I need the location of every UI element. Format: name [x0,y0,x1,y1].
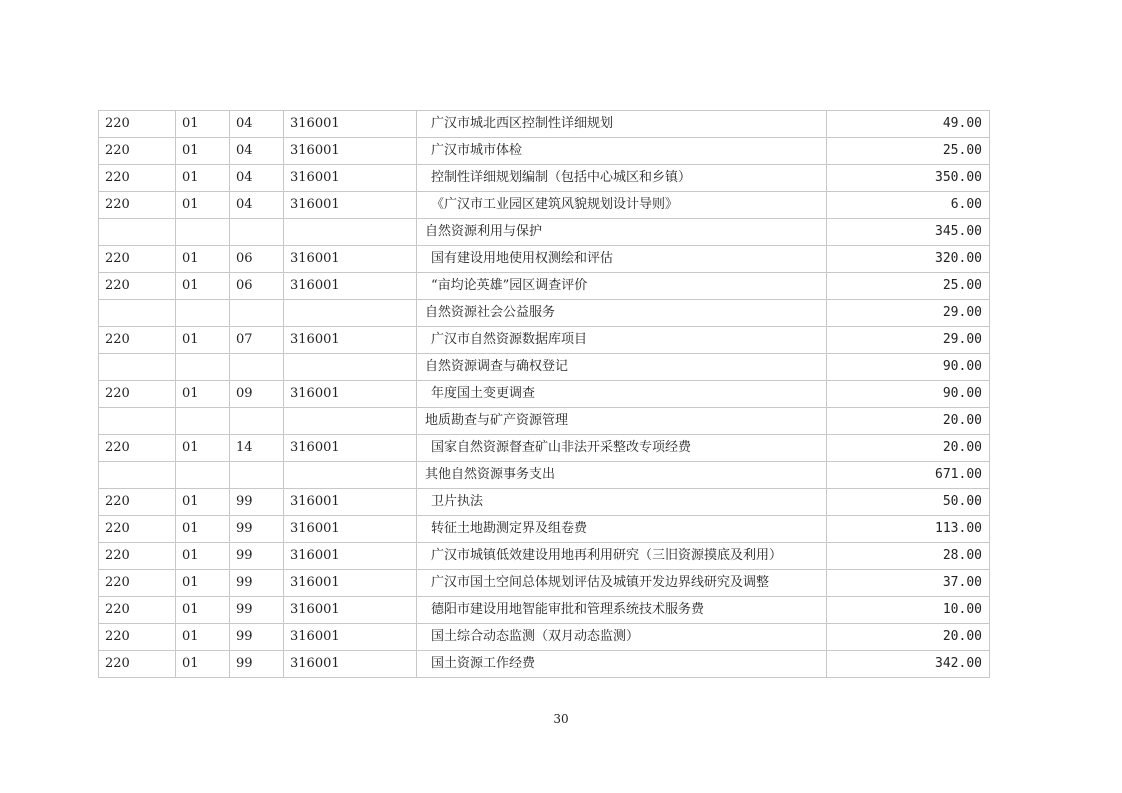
unit-code-cell: 316001 [284,597,417,624]
table-row [99,138,990,165]
table-row [99,381,990,408]
class-code-cell: 220 [99,435,176,462]
amount-cell: 10.00 [827,597,990,624]
item-code-cell [230,300,284,327]
table-row [99,651,990,678]
amount-cell: 25.00 [827,273,990,300]
table-row [99,516,990,543]
class-code-cell [99,219,176,246]
amount-cell: 6.00 [827,192,990,219]
budget-table-body [99,111,990,678]
unit-code-cell: 316001 [284,435,417,462]
class-code-cell: 220 [99,246,176,273]
unit-code-cell: 316001 [284,570,417,597]
unit-code-cell: 316001 [284,111,417,138]
item-code-cell: 04 [230,165,284,192]
unit-code-cell: 316001 [284,489,417,516]
class-code-cell [99,354,176,381]
item-code-cell: 99 [230,570,284,597]
class-code-cell: 220 [99,327,176,354]
item-code-cell: 06 [230,246,284,273]
item-code-cell: 04 [230,138,284,165]
section-code-cell: 01 [176,489,230,516]
project-name-cell: 自然资源社会公益服务 [417,300,827,327]
item-code-cell: 99 [230,597,284,624]
item-code-cell: 99 [230,489,284,516]
section-code-cell: 01 [176,543,230,570]
section-code-cell: 01 [176,381,230,408]
project-name-cell: 地质勘查与矿产资源管理 [417,408,827,435]
section-code-cell: 01 [176,597,230,624]
table-row [99,570,990,597]
section-code-cell: 01 [176,327,230,354]
table-row [99,246,990,273]
amount-cell: 342.00 [827,651,990,678]
amount-cell: 37.00 [827,570,990,597]
class-code-cell: 220 [99,570,176,597]
amount-cell: 113.00 [827,516,990,543]
section-code-cell: 01 [176,111,230,138]
item-code-cell [230,462,284,489]
amount-cell: 350.00 [827,165,990,192]
section-code-cell [176,219,230,246]
project-name-cell: 《广汉市工业园区建筑风貌规划设计导则》 [417,192,827,219]
table-row [99,624,990,651]
class-code-cell [99,462,176,489]
unit-code-cell: 316001 [284,651,417,678]
table-row [99,354,990,381]
amount-cell: 28.00 [827,543,990,570]
unit-code-cell [284,354,417,381]
project-name-cell: 自然资源利用与保护 [417,219,827,246]
class-code-cell: 220 [99,192,176,219]
amount-cell: 20.00 [827,624,990,651]
class-code-cell: 220 [99,489,176,516]
class-code-cell: 220 [99,381,176,408]
class-code-cell: 220 [99,165,176,192]
unit-code-cell: 316001 [284,381,417,408]
project-name-cell: 广汉市城镇低效建设用地再利用研究（三旧资源摸底及利用） [417,543,827,570]
class-code-cell: 220 [99,651,176,678]
table-row [99,543,990,570]
project-name-cell: 广汉市国土空间总体规划评估及城镇开发边界线研究及调整 [417,570,827,597]
item-code-cell: 99 [230,516,284,543]
project-name-cell: 广汉市城市体检 [417,138,827,165]
amount-cell: 20.00 [827,408,990,435]
project-name-cell: 控制性详细规划编制（包括中心城区和乡镇） [417,165,827,192]
section-code-cell [176,408,230,435]
table-row [99,300,990,327]
amount-cell: 345.00 [827,219,990,246]
unit-code-cell: 316001 [284,327,417,354]
project-name-cell: 转征土地勘测定界及组卷费 [417,516,827,543]
table-row [99,489,990,516]
table-row [99,111,990,138]
table-row [99,462,990,489]
class-code-cell [99,300,176,327]
project-name-cell: 广汉市自然资源数据库项目 [417,327,827,354]
unit-code-cell [284,219,417,246]
item-code-cell [230,408,284,435]
amount-cell: 90.00 [827,381,990,408]
section-code-cell: 01 [176,192,230,219]
table-row [99,327,990,354]
item-code-cell: 99 [230,651,284,678]
class-code-cell: 220 [99,138,176,165]
amount-cell: 671.00 [827,462,990,489]
section-code-cell: 01 [176,651,230,678]
item-code-cell: 06 [230,273,284,300]
unit-code-cell: 316001 [284,543,417,570]
item-code-cell: 09 [230,381,284,408]
section-code-cell: 01 [176,273,230,300]
project-name-cell: 自然资源调查与确权登记 [417,354,827,381]
unit-code-cell: 316001 [284,138,417,165]
class-code-cell: 220 [99,111,176,138]
unit-code-cell: 316001 [284,165,417,192]
item-code-cell: 04 [230,111,284,138]
class-code-cell [99,408,176,435]
unit-code-cell: 316001 [284,516,417,543]
amount-cell: 49.00 [827,111,990,138]
unit-code-cell: 316001 [284,192,417,219]
table-row [99,408,990,435]
project-name-cell: 卫片执法 [417,489,827,516]
project-name-cell: 国有建设用地使用权测绘和评估 [417,246,827,273]
amount-cell: 90.00 [827,354,990,381]
section-code-cell: 01 [176,435,230,462]
amount-cell: 29.00 [827,327,990,354]
budget-table [98,110,990,678]
class-code-cell: 220 [99,273,176,300]
section-code-cell: 01 [176,624,230,651]
table-row [99,219,990,246]
amount-cell: 25.00 [827,138,990,165]
section-code-cell: 01 [176,138,230,165]
item-code-cell: 14 [230,435,284,462]
project-name-cell: 德阳市建设用地智能审批和管理系统技术服务费 [417,597,827,624]
project-name-cell: “亩均论英雄”园区调查评价 [417,273,827,300]
item-code-cell: 99 [230,624,284,651]
project-name-cell: 国土资源工作经费 [417,651,827,678]
item-code-cell [230,219,284,246]
unit-code-cell: 316001 [284,624,417,651]
section-code-cell [176,462,230,489]
section-code-cell: 01 [176,165,230,192]
unit-code-cell [284,300,417,327]
unit-code-cell: 316001 [284,246,417,273]
project-name-cell: 年度国土变更调查 [417,381,827,408]
unit-code-cell [284,462,417,489]
class-code-cell: 220 [99,624,176,651]
section-code-cell: 01 [176,516,230,543]
amount-cell: 50.00 [827,489,990,516]
project-name-cell: 国土综合动态监测（双月动态监测） [417,624,827,651]
project-name-cell: 国家自然资源督查矿山非法开采整改专项经费 [417,435,827,462]
item-code-cell: 99 [230,543,284,570]
project-name-cell: 其他自然资源事务支出 [417,462,827,489]
section-code-cell: 01 [176,246,230,273]
amount-cell: 29.00 [827,300,990,327]
unit-code-cell: 316001 [284,273,417,300]
table-row [99,435,990,462]
class-code-cell: 220 [99,516,176,543]
item-code-cell: 04 [230,192,284,219]
table-row [99,165,990,192]
table-row [99,192,990,219]
amount-cell: 320.00 [827,246,990,273]
amount-cell: 20.00 [827,435,990,462]
item-code-cell [230,354,284,381]
section-code-cell [176,300,230,327]
page-number: 30 [553,712,569,726]
unit-code-cell [284,408,417,435]
section-code-cell: 01 [176,570,230,597]
class-code-cell: 220 [99,543,176,570]
class-code-cell: 220 [99,597,176,624]
table-row [99,273,990,300]
project-name-cell: 广汉市城北西区控制性详细规划 [417,111,827,138]
item-code-cell: 07 [230,327,284,354]
section-code-cell [176,354,230,381]
table-row [99,597,990,624]
